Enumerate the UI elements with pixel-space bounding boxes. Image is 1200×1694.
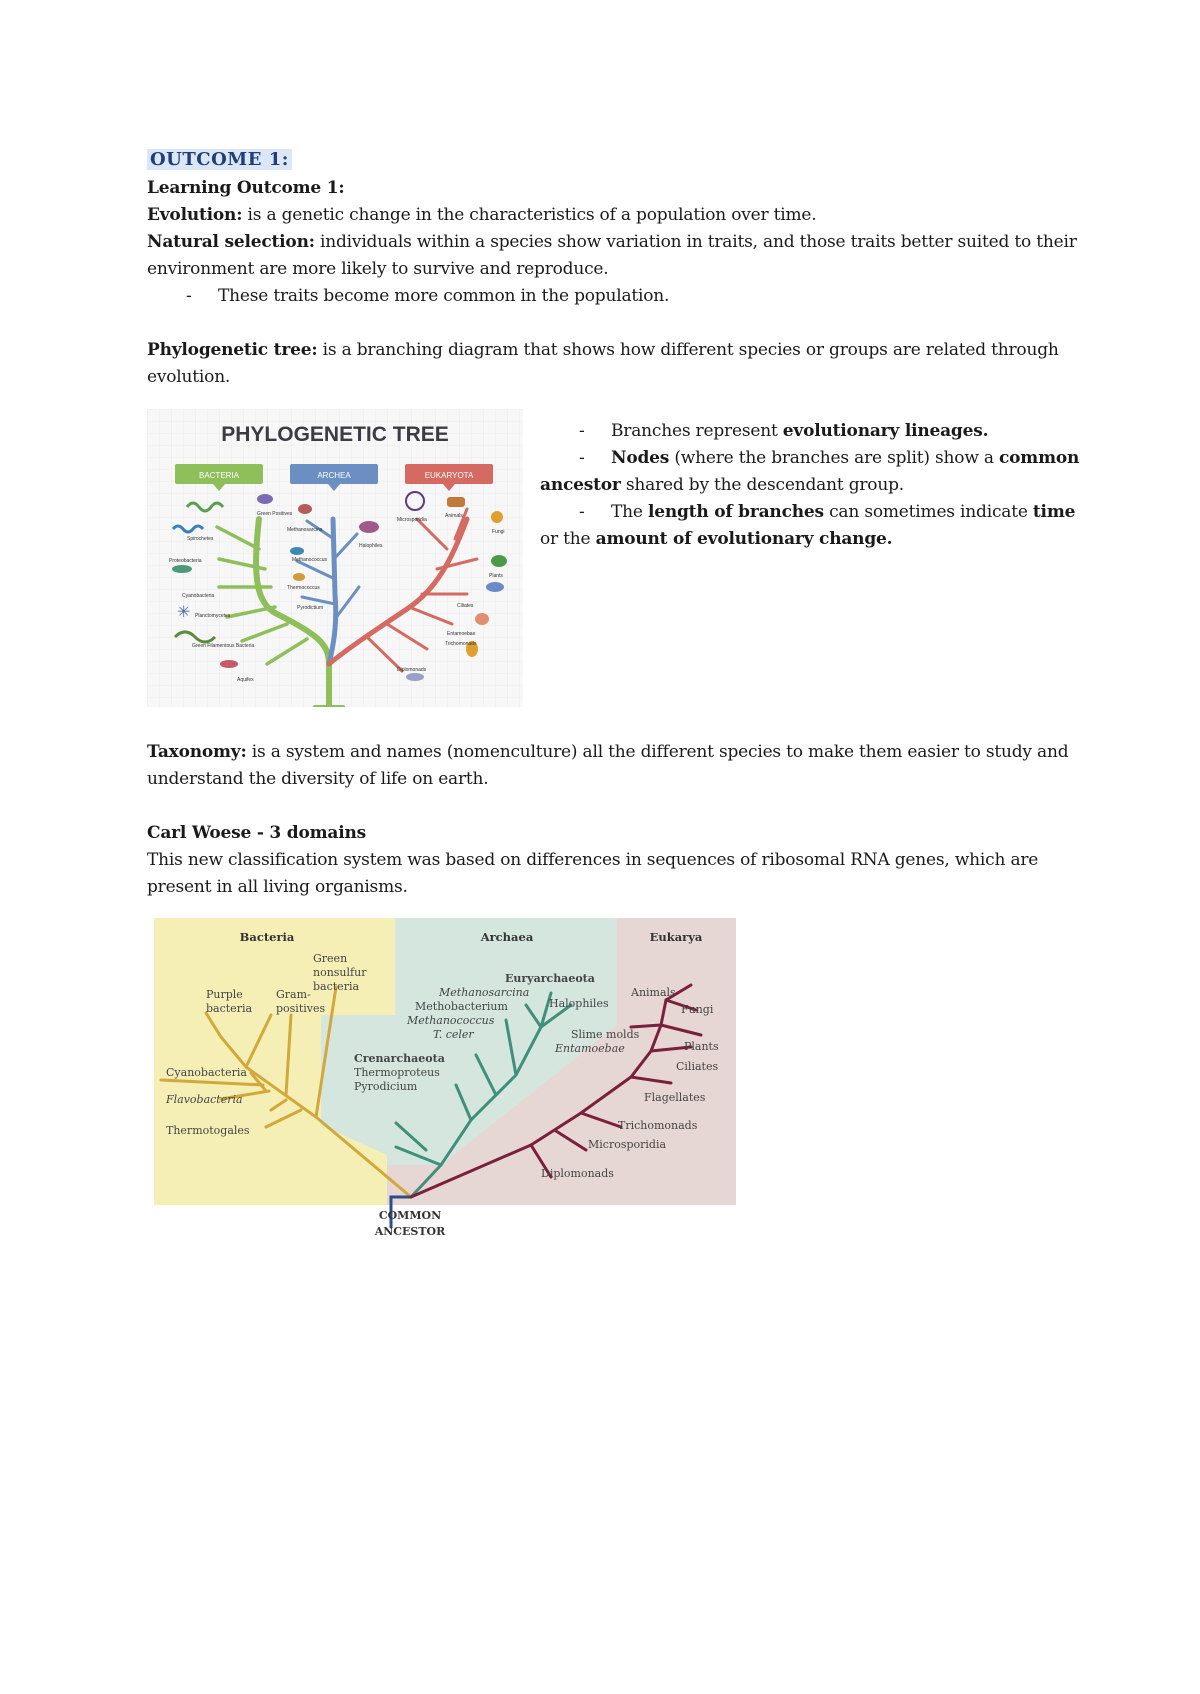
fig1-label: Trichomonads <box>445 641 477 647</box>
fig2-label: Diplomonads <box>541 1167 614 1180</box>
outcome-heading: OUTCOME 1: <box>147 149 292 170</box>
fig2-label: Crenarchaeota <box>354 1052 445 1065</box>
phylo-text1: is a branching diagram that shows how different species or groups are related through <box>317 340 1059 360</box>
fig2-label: Cyanobacteria <box>166 1066 247 1079</box>
fig2-label: Microsporidia <box>588 1138 667 1151</box>
taxonomy-text1: is a system and names (nomenculture) all the different species to make them easier to study and <box>246 742 1069 762</box>
fig1-label: Halophiles <box>359 543 383 549</box>
phylo-definition-line2: evolution. <box>147 367 231 387</box>
tree-bullet-3-bold1: length of branches <box>647 502 824 522</box>
fig2-label: Slime molds <box>571 1028 640 1041</box>
natural-selection-term: Natural selection: <box>147 232 315 252</box>
carl-woese-line1: This new classification system was based on differences in sequences of ribosomal RNA genes, which are <box>147 850 1039 870</box>
fig2-label: positives <box>276 1002 326 1015</box>
phylo-definition-line1 <box>147 337 1059 364</box>
tree-bullet-3-text2: can sometimes indicate <box>823 502 1033 522</box>
fig2-domain-eukarya: Eukarya <box>649 930 703 944</box>
fig2-domain-archaea: Archaea <box>480 930 534 944</box>
tree-bullet-2-bold2: common <box>999 448 1080 468</box>
fig1-title: PHYLOGENETIC TREE <box>221 423 449 446</box>
evolution-term: Evolution: <box>147 205 243 225</box>
tree-bullet-2-text: (where the branches are split) show a <box>669 448 1000 468</box>
fig1-label: Fungi <box>492 529 505 535</box>
fig2-label: Euryarchaeota <box>505 972 595 985</box>
tree-bullet-3-bold2: time <box>1032 502 1076 522</box>
fig2-label: T. celer <box>433 1028 474 1041</box>
bullet-dash: - <box>579 502 585 522</box>
fig1-label: Planctomycetes <box>195 613 231 619</box>
fig1-label: Green Positives <box>257 511 293 517</box>
fig2-label: Methanosarcina <box>439 986 530 999</box>
fig1-label: Spirochetes <box>187 536 214 542</box>
tree-bullet-1-text: Branches represent <box>611 421 783 441</box>
fig2-root-label-line2: ANCESTOR <box>374 1225 446 1238</box>
tree-bullet-1-bold: evolutionary lineages. <box>782 421 989 441</box>
fig2-label: Methobacterium <box>415 1000 508 1013</box>
tree-bullet-2 <box>579 445 1079 472</box>
fig1-label: Methanococcus <box>292 557 328 563</box>
fig2-label: Flavobacteria <box>166 1093 243 1106</box>
phylogenetic-tree-illustration <box>147 409 523 707</box>
phylo-term: Phylogenetic tree: <box>147 340 318 360</box>
bullet-dash: - <box>186 286 192 306</box>
three-domain-tree-diagram <box>151 915 736 1238</box>
fig2-label: Gram- <box>276 988 311 1001</box>
natural-selection-line2: environment are more likely to survive and reproduce. <box>147 259 609 279</box>
fig1-label: Pyrodictium <box>297 605 324 611</box>
fig1-label: Animals <box>445 513 463 519</box>
tree-bullet-1 <box>579 418 988 445</box>
fig1-label: Green Filamentous Bacteria <box>192 643 255 649</box>
fig2-label: Pyrodicium <box>354 1080 418 1093</box>
fig2-label: Green <box>313 952 348 965</box>
carl-woese-heading: Carl Woese - 3 domains <box>147 823 366 843</box>
fig1-label: Methanosarcina <box>287 527 323 533</box>
fig2-label: Methanococcus <box>407 1014 495 1027</box>
fig2-label: Plants <box>684 1040 719 1053</box>
tree-bullet-3-line2 <box>540 526 892 553</box>
tree-bullet-2-text2: shared by the descendant group. <box>620 475 904 495</box>
taxonomy-line2: understand the diversity of life on earth. <box>147 769 489 789</box>
fig2-label: Ciliates <box>676 1060 719 1073</box>
fig2-label: bacteria <box>313 980 360 993</box>
fig2-label: Animals <box>631 986 676 999</box>
fig1-label: Diplomonads <box>397 667 427 673</box>
fig1-label: Entamoebae <box>447 631 476 637</box>
tree-bullet-3-bold3: amount of evolutionary change. <box>595 529 893 549</box>
fig2-label: Flagellates <box>644 1091 706 1104</box>
tree-bullet-3-text3: or the <box>540 529 596 549</box>
fig2-label: Thermoproteus <box>354 1066 440 1079</box>
fig1-label: Cyanobacteria <box>182 593 215 599</box>
natural-selection-bullet <box>186 283 669 310</box>
fig1-banner-archea-label: ARCHEA <box>317 471 351 480</box>
bullet-dash: - <box>579 421 585 441</box>
fig2-label: Halophiles <box>549 997 609 1010</box>
tree-bullet-3-text: The <box>611 502 648 522</box>
natural-selection-line1 <box>147 229 1077 256</box>
fig1-banner-bacteria-label: BACTERIA <box>198 471 240 480</box>
fig1-label: Microsporidia <box>397 517 427 523</box>
tree-bullet-2-bold1: Nodes <box>611 448 670 468</box>
taxonomy-line1 <box>147 739 1068 766</box>
fig2-label: Trichomonads <box>618 1119 698 1132</box>
outcome-heading-line <box>147 146 292 174</box>
fig1-banner-eukaryota-label: EUKARYOTA <box>424 471 474 480</box>
carl-woese-line2: present in all living organisms. <box>147 877 408 897</box>
fig2-label: Fungi <box>681 1003 714 1016</box>
fig1-label: Ciliates <box>457 603 474 609</box>
natural-selection-bullet-text: These traits become more common in the population. <box>218 286 670 306</box>
fig2-root-label-line1: COMMON <box>378 1209 442 1222</box>
tree-bullet-2-line2 <box>540 472 904 499</box>
fig2-label: bacteria <box>206 1002 253 1015</box>
fig1-label: Proteobacteria <box>169 558 202 564</box>
tree-bullet-3 <box>579 499 1075 526</box>
fig1-label: Aquifex <box>237 677 254 683</box>
learning-outcome-title: Learning Outcome 1: <box>147 178 345 198</box>
bullet-dash: - <box>579 448 585 468</box>
svg-text:✳: ✳ <box>177 602 191 621</box>
natural-selection-text1: individuals within a species show variation in traits, and those traits better suited to their <box>314 232 1077 252</box>
fig1-label: Thermococcus <box>287 585 320 591</box>
taxonomy-term: Taxonomy: <box>147 742 247 762</box>
evolution-text: is a genetic change in the characteristics of a population over time. <box>242 205 817 225</box>
evolution-definition <box>147 202 816 229</box>
fig2-label: Purple <box>206 988 243 1001</box>
fig2-label: Entamoebae <box>555 1042 625 1055</box>
fig2-label: Thermotogales <box>166 1124 250 1137</box>
fig2-label: nonsulfur <box>313 966 367 979</box>
tree-bullet-2-bold3: ancestor <box>540 475 621 495</box>
fig2-domain-bacteria: Bacteria <box>239 930 295 944</box>
fig1-label: Plants <box>489 573 503 579</box>
